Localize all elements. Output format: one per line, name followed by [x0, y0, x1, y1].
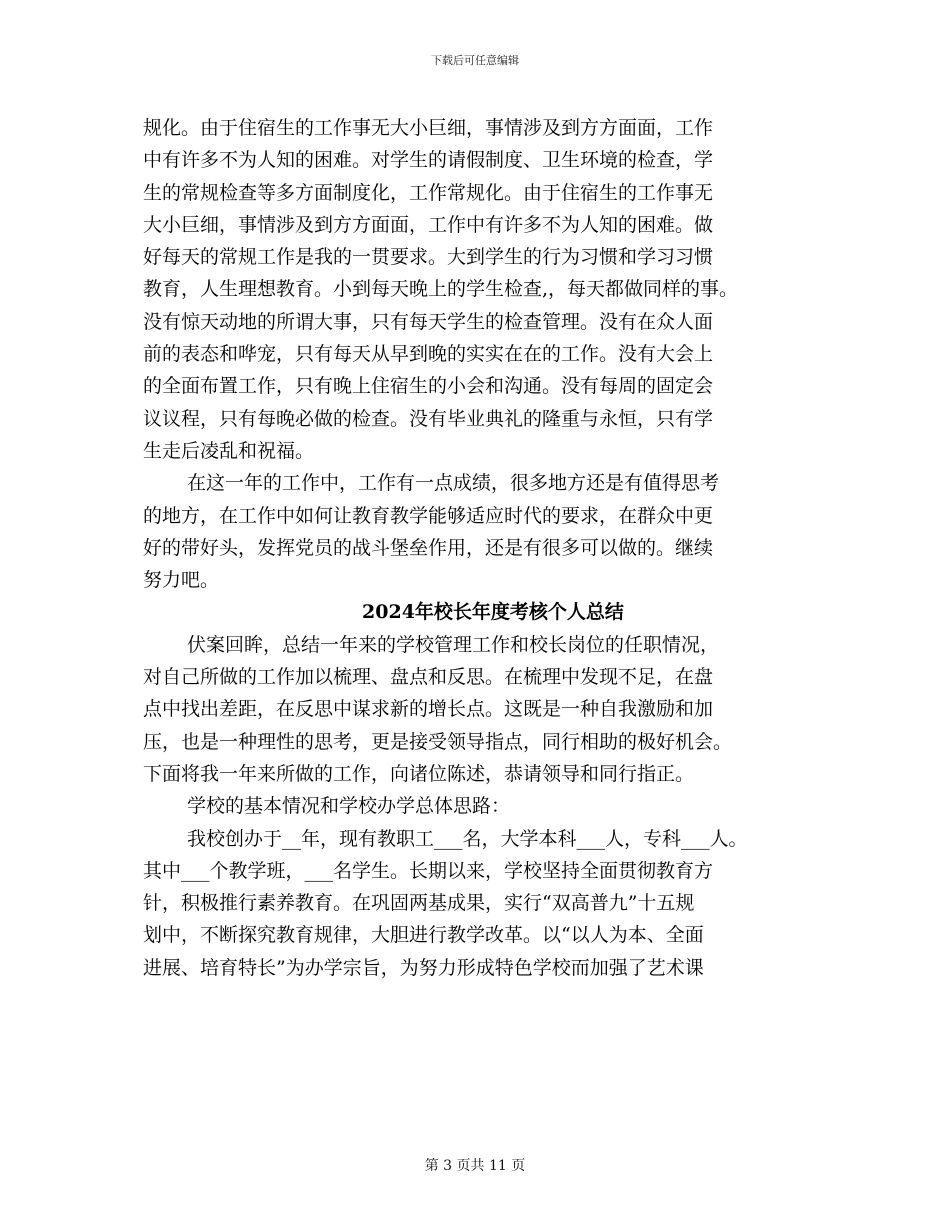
text-line: 规化。由于住宿生的工作事无大小巨细，事情涉及到方方面面，工作	[143, 117, 714, 139]
text-line: 进展、培育特长”为办学宗旨，为努力形成特色学校而加强了艺术课	[143, 956, 704, 979]
text-line: 学校的基本情况和学校办学总体思路：	[187, 795, 511, 818]
document-body	[143, 112, 833, 984]
text-line: 努力吧。	[143, 569, 220, 592]
text-line: 伏案回眸，总结一年来的学校管理工作和校长岗位的任职情况，	[187, 633, 720, 656]
text-line: 中有许多不为人知的困难。对学生的请假制度、卫生环境的检查，学	[143, 149, 714, 172]
text-line: 其中___个教学班，___名学生。长期以来，学校坚持全面贯彻教育方	[143, 859, 714, 882]
text-line: 对自己所做的工作加以梳理、盘点和反思。在梳理中发现不足，在盘	[143, 666, 714, 689]
text-line: 大小巨细，事情涉及到方方面面，工作中有许多不为人知的困难。做	[143, 213, 714, 236]
text-line: 议议程，只有每晚必做的检查。没有毕业典礼的隆重与永恒，只有学	[143, 407, 714, 430]
text-line: 我校创办于__年，现有教职工___名，大学本科___人，专科___人。	[187, 827, 748, 850]
text-line: 的全面布置工作，只有晚上住宿生的小会和沟通。没有每周的固定会	[143, 375, 714, 398]
text-line: 教育，人生理想教育。小到每天晚上的学生检查,，每天都做同样的事。	[143, 278, 739, 301]
text-line: 没有惊天动地的所谓大事，只有每天学生的检查管理。没有在众人面	[143, 310, 714, 333]
text-line: 在这一年的工作中，工作有一点成绩，很多地方还是有值得思考	[187, 472, 720, 495]
text-line: 好的带好头，发挥党员的战斗堡垒作用，还是有很多可以做的。继续	[143, 536, 714, 559]
document-title: 2024年校长年度考核个人总结	[362, 601, 624, 624]
text-line: 生的常规检查等多方面制度化，工作常规化。由于住宿生的工作事无	[143, 181, 714, 204]
text-line: 生走后凌乱和祝福。	[143, 439, 315, 462]
text-line: 压，也是一种理性的思考，更是接受领导指点，同行相助的极好机会。	[143, 730, 733, 753]
text-line: 点中找出差距，在反思中谋求新的增长点。这既是一种自我激励和加	[143, 698, 714, 721]
text-line: 划中，不断探究教育规律，大胆进行教学改革。以“以人为本、全面	[143, 924, 704, 947]
text-line: 好每天的常规工作是我的一贯要求。大到学生的行为习惯和学习习惯	[143, 246, 714, 269]
text-line: 的地方，在工作中如何让教育教学能够适应时代的要求，在群众中更	[143, 504, 714, 527]
text-line: 针，积极推行素养教育。在巩固两基成果，实行“双高普九”十五规	[143, 892, 695, 915]
paragraphs-after-title	[143, 629, 833, 984]
page-number: 第 3 页共 11 页	[424, 1158, 526, 1174]
paragraphs-before-title	[143, 112, 833, 596]
text-line: 前的表态和哗宠，只有每天从早到晚的实实在在的工作。没有大会上	[143, 343, 714, 366]
page-header: 下载后可任意编辑	[431, 54, 519, 67]
text-line: 下面将我一年来所做的工作，向诸位陈述，恭请领导和同行指正。	[143, 762, 695, 785]
